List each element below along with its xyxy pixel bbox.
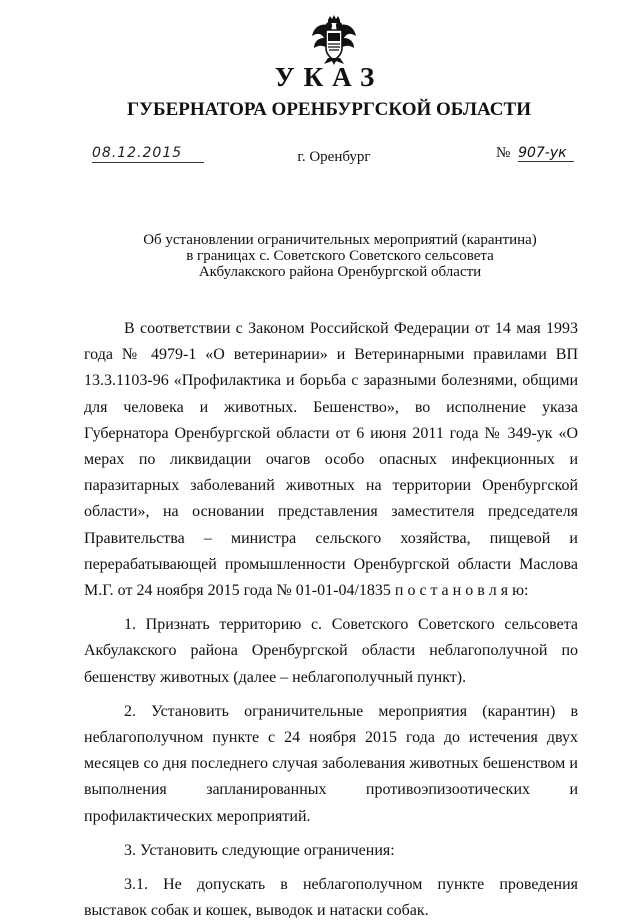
body-paragraph-2: 2. Установить ограничительные мероприятия (карантин) в неблагополучном пункте с 24 ноября 2015 года до истечения двух месяцев со дня последнего случая заболевания животных бешенством и выполнения запланированных противоэпизоотических и профилактических мероприятий. [84,702,578,825]
body-paragraph-1: 1. Признать территорию с. Советского Советского сельсовета Акбулакского района Оренбургской области неблагополучной по бешенству животных (далее – неблагополучный пункт). [84,616,578,686]
body-paragraph-3-1: 3.1. Не допускать в неблагополучном пункте проведения выставок собак и кошек, выводок и натаски собак. [84,876,578,920]
document-city: г. Оренбург [297,149,371,165]
document-date: 08.12.2015 [92,145,204,163]
number-value: 907-ук [518,145,574,162]
document-body [84,316,578,924]
heading-line: в границах с. Советского Советского сельсовета [186,248,494,264]
heading-line: Акбулакского района Оренбургской области [198,264,482,280]
document-title: УКАЗ [274,62,384,92]
coat-of-arms-icon [310,14,358,66]
body-paragraph-3: 3. Установить следующие ограничения: [124,841,395,859]
document-subtitle: ГУБЕРНАТОРА ОРЕНБУРГСКОЙ ОБЛАСТИ [127,99,531,120]
number-label: № [496,145,511,161]
document-number [496,145,574,162]
body-paragraph-preamble: В соответствии с Законом Российской Федерации от 14 мая 1993 года № 4979-1 «О ветеринарии» и Ветеринарными правилами ВП 13.3.1103-96 «Профилактика и борьба с заразными болезнями, общими для человека и животных. Бешенство», во исполнение указа Губернатора Оренбургской области от 6 июня 2011 года № 349-ук «О мерах по ликвидации очагов особо опасных инфекционных и паразитарных заболеваний животных на территории Оренбургской области», на основании представления заместителя председателя Правительства – министра сельского хозяйства, пищевой и перерабатывающей промышленности Оренбургской области Маслова М.Г. от 24 ноября 2015 года № 01-01-04/1835 п о с т а н о в л я ю: [84,320,578,600]
heading-line: Об установлении ограничительных мероприятий (карантина) [143,232,537,248]
document-heading [80,232,600,280]
